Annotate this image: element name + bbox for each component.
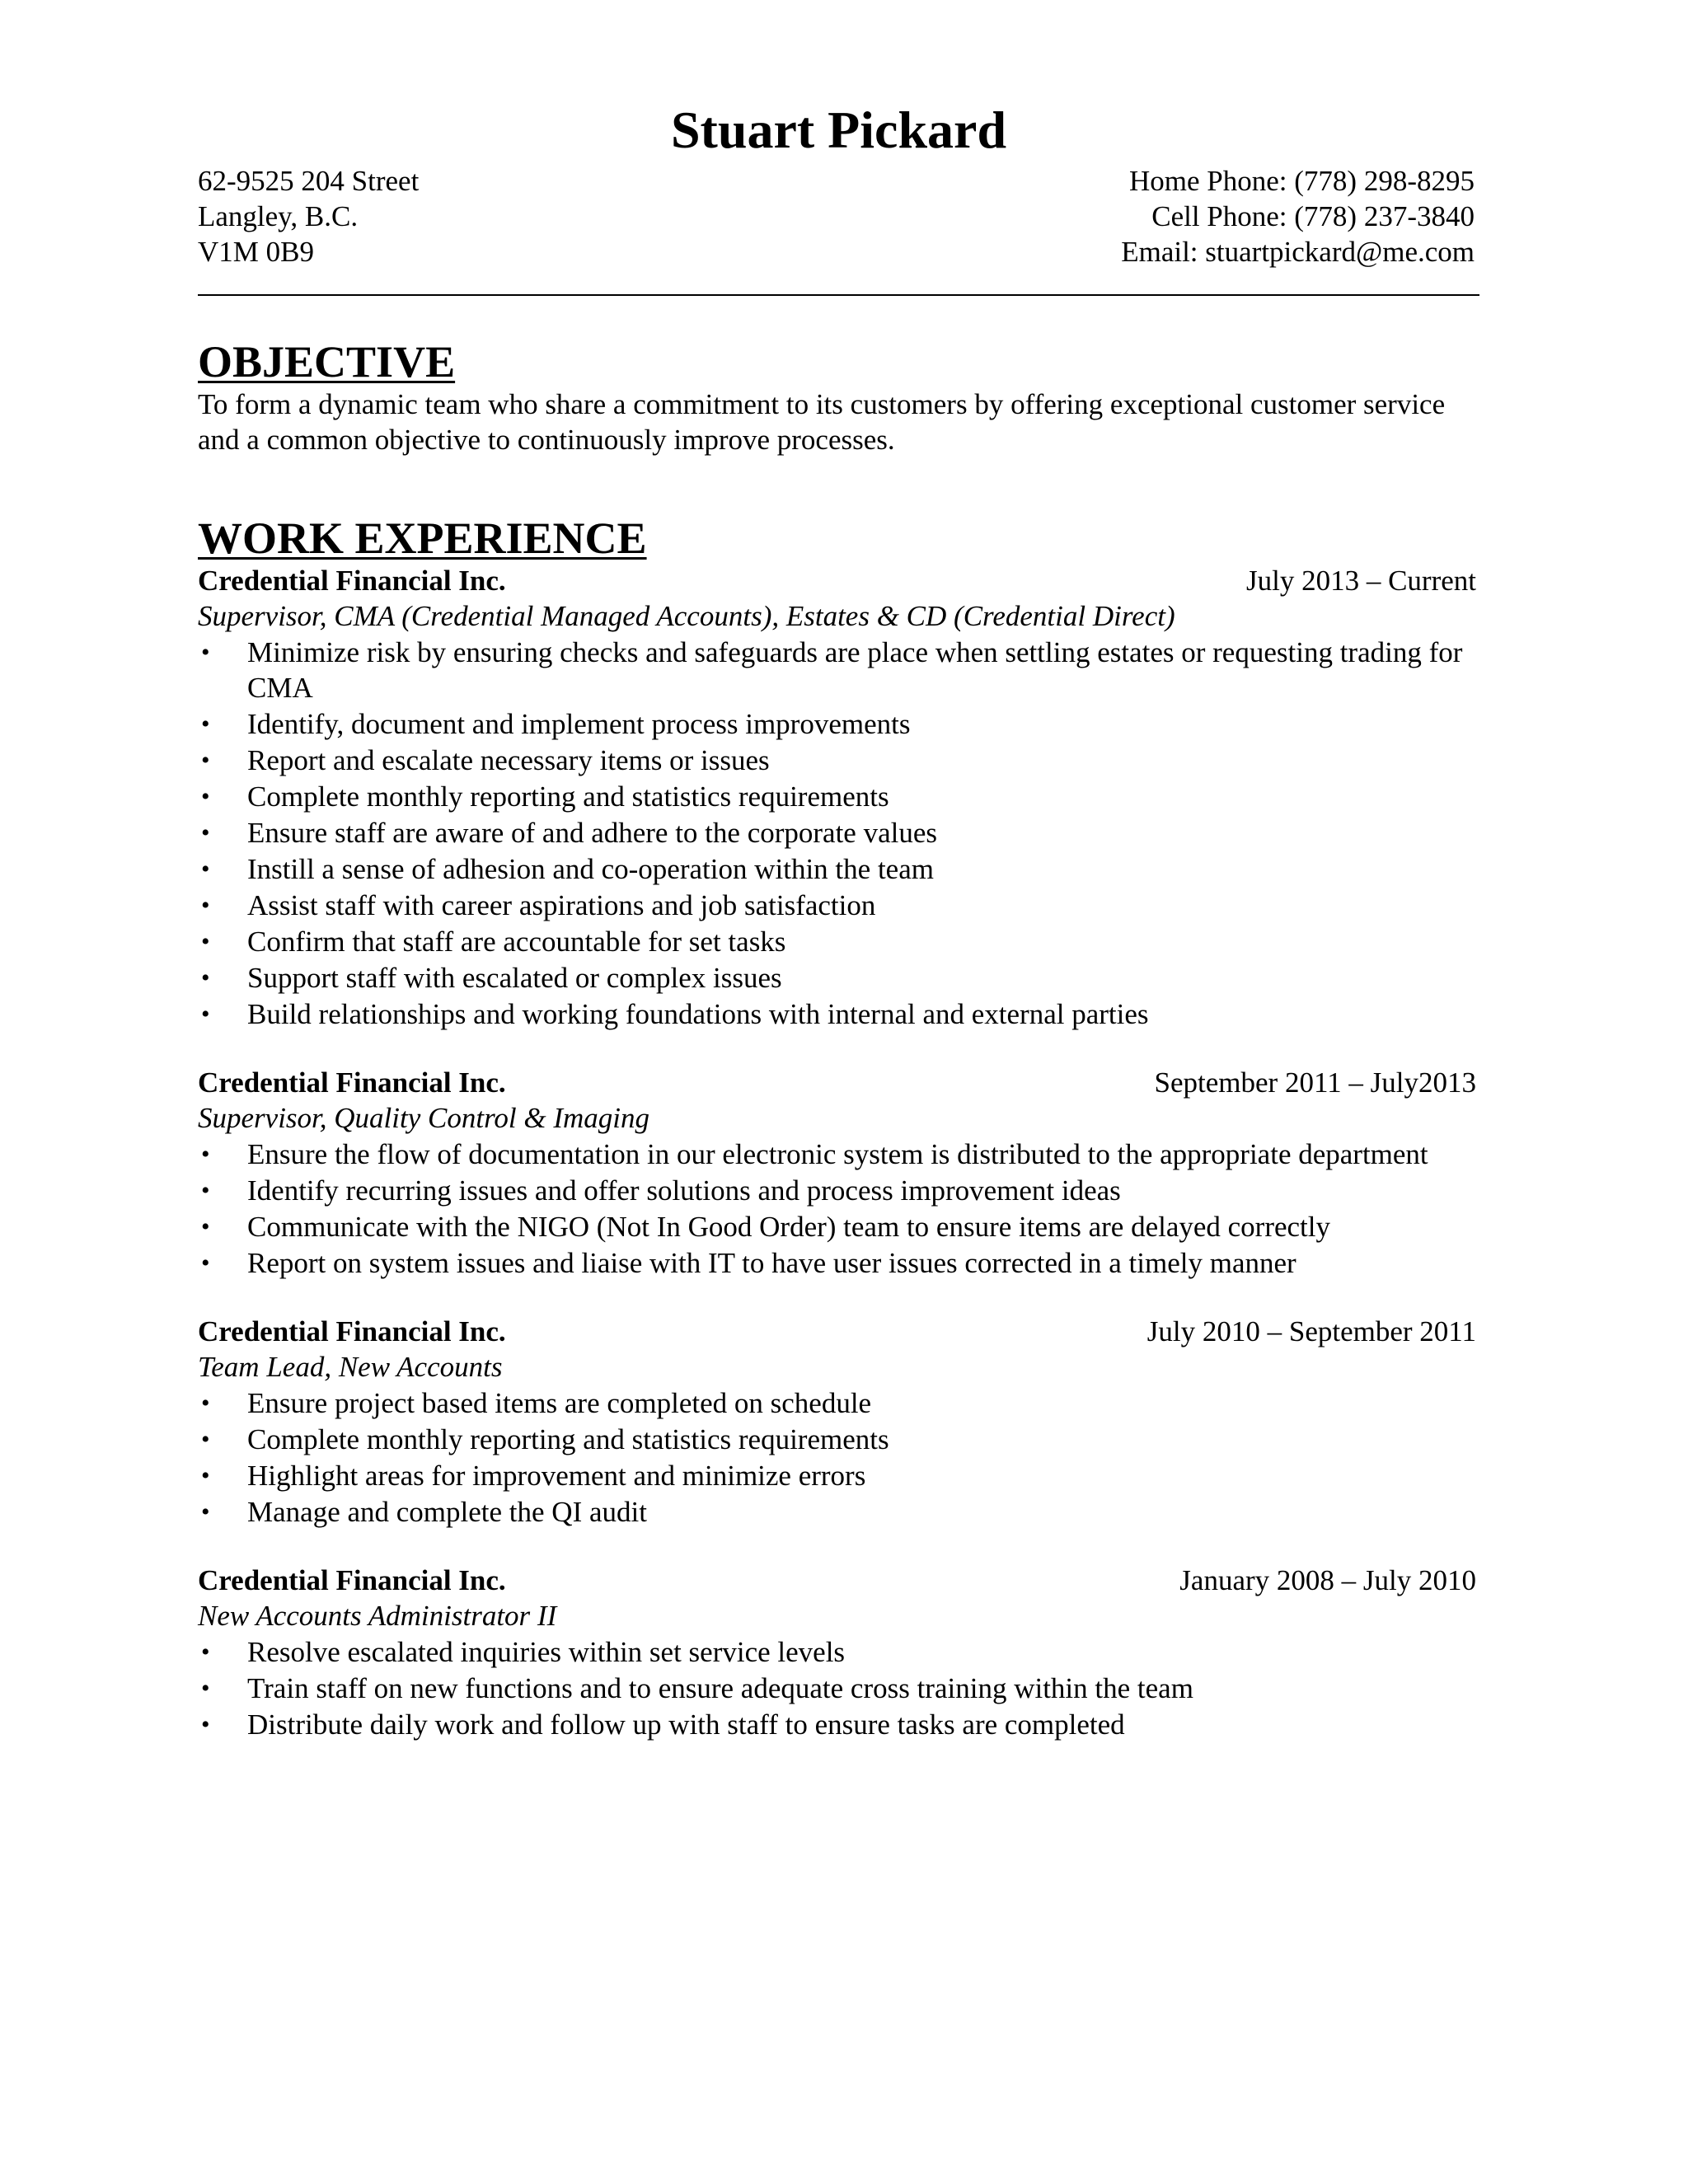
bullet-icon: •: [201, 928, 210, 955]
job-bullet: [198, 1671, 1479, 1706]
job-bullet: [198, 1458, 1479, 1493]
email-address: Email: stuartpickard@me.com: [1121, 236, 1475, 268]
job-title: Supervisor, CMA (Credential Managed Accounts), Estates & CD (Credential Direct): [198, 600, 1175, 632]
bullet-icon: •: [201, 639, 210, 666]
bullet-icon: •: [201, 892, 210, 919]
job-bullet-text: Highlight areas for improvement and minimize errors: [247, 1460, 866, 1492]
job-bullet: [198, 960, 1479, 996]
header-divider: [198, 294, 1479, 296]
job-bullet-list: [198, 1385, 1479, 1530]
bullet-icon: •: [201, 1390, 210, 1417]
job-bullet-text: Identify recurring issues and offer solutions and process improvement ideas: [247, 1174, 1121, 1207]
job-bullet-text: Identify, document and implement process improvements: [247, 708, 911, 740]
job-bullet-text: Train staff on new functions and to ensure adequate cross training within the team: [247, 1672, 1193, 1704]
bullet-icon: •: [201, 1498, 210, 1526]
bullet-icon: •: [201, 855, 210, 883]
job-bullet-text: Report on system issues and liaise with IT to have user issues corrected in a timely manner: [247, 1247, 1296, 1279]
job-entry: [198, 1563, 1479, 1742]
job-bullet-text: Distribute daily work and follow up with staff to ensure tasks are completed: [247, 1708, 1125, 1741]
job-bullet: [198, 1422, 1479, 1457]
objective-heading: OBJECTIVE: [198, 337, 456, 387]
job-company: Credential Financial Inc.: [198, 1564, 506, 1596]
bullet-icon: •: [201, 1213, 210, 1240]
bullet-icon: •: [201, 1001, 210, 1028]
job-bullet-text: Ensure project based items are completed on schedule: [247, 1387, 872, 1419]
job-dates: July 2010 – September 2011: [1146, 1315, 1476, 1347]
bullet-icon: •: [201, 1638, 210, 1666]
bullet-icon: •: [201, 1711, 210, 1738]
job-company: Credential Financial Inc.: [198, 565, 506, 597]
job-bullet: [198, 743, 1479, 778]
address-line-city: Langley, B.C.: [198, 200, 359, 232]
job-bullet-text: Build relationships and working foundations with internal and external parties: [247, 998, 1149, 1030]
bullet-icon: •: [201, 783, 210, 810]
job-bullet: [198, 1245, 1479, 1281]
address-line-street: 62-9525 204 Street: [198, 165, 420, 197]
candidate-name: Stuart Pickard: [670, 101, 1007, 159]
bullet-icon: •: [201, 819, 210, 846]
job-bullet: [198, 779, 1479, 814]
bullet-icon: •: [201, 1675, 210, 1702]
job-bullet: [198, 1494, 1479, 1530]
job-bullet-text: Confirm that staff are accountable for set tasks: [247, 926, 786, 958]
job-bullet: [198, 1707, 1479, 1742]
job-bullet-text: Complete monthly reporting and statistics requirements: [247, 1423, 889, 1455]
job-bullet: [198, 706, 1479, 742]
job-dates: January 2008 – July 2010: [1179, 1564, 1476, 1596]
bullet-icon: •: [201, 964, 210, 991]
address-line-postal: V1M 0B9: [198, 236, 314, 268]
contact-block: [198, 163, 1479, 269]
job-bullet-text: Communicate with the NIGO (Not In Good Order) team to ensure items are delayed correctly: [247, 1211, 1331, 1243]
job-bullet: [198, 1209, 1479, 1244]
job-bullet-list: [198, 1137, 1479, 1281]
job-company: Credential Financial Inc.: [198, 1066, 506, 1099]
bullet-icon: •: [201, 1249, 210, 1277]
job-title: New Accounts Administrator II: [198, 1600, 557, 1632]
job-entry: [198, 1065, 1479, 1281]
bullet-icon: •: [201, 747, 210, 774]
job-bullet: [198, 888, 1479, 923]
job-bullet: [198, 1385, 1479, 1421]
job-bullet-text: Minimize risk by ensuring checks and safeguards are place when settling estates or requesting trading for CMA: [247, 636, 1463, 704]
job-bullet-text: Instill a sense of adhesion and co-operation within the team: [247, 853, 934, 885]
job-bullet-text: Report and escalate necessary items or issues: [247, 744, 770, 776]
work-experience-list: [198, 563, 1479, 1742]
job-entry: [198, 563, 1479, 1032]
job-header: [198, 563, 1479, 598]
job-bullet: [198, 996, 1479, 1032]
bullet-icon: •: [201, 1177, 210, 1204]
job-bullet-text: Manage and complete the QI audit: [247, 1496, 647, 1528]
phone-email-block: [1121, 163, 1479, 269]
job-header: [198, 1065, 1479, 1100]
cell-phone: Cell Phone: (778) 237-3840: [1151, 200, 1475, 232]
bullet-icon: •: [201, 710, 210, 738]
job-bullet: [198, 924, 1479, 959]
job-bullet: [198, 851, 1479, 887]
job-company: Credential Financial Inc.: [198, 1315, 506, 1347]
job-bullet: [198, 1137, 1479, 1172]
job-bullet-text: Complete monthly reporting and statistics requirements: [247, 780, 889, 813]
job-bullet: [198, 815, 1479, 851]
job-bullet: [198, 635, 1479, 705]
job-bullet-text: Ensure staff are aware of and adhere to the corporate values: [247, 817, 937, 849]
job-entry: [198, 1314, 1479, 1530]
job-dates: September 2011 – July2013: [1154, 1066, 1476, 1099]
job-bullet: [198, 1634, 1479, 1670]
job-bullet-list: [198, 635, 1479, 1032]
bullet-icon: •: [201, 1462, 210, 1489]
bullet-icon: •: [201, 1426, 210, 1453]
job-title: Team Lead, New Accounts: [198, 1351, 503, 1383]
work-experience-heading: WORK EXPERIENCE: [198, 513, 647, 563]
objective-text: To form a dynamic team who share a commitment to its customers by offering exceptional customer service and a common objective to continuously improve processes.: [198, 388, 1446, 456]
bullet-icon: •: [201, 1141, 210, 1168]
job-header: [198, 1314, 1479, 1349]
job-bullet-text: Ensure the flow of documentation in our electronic system is distributed to the appropriate department: [247, 1138, 1428, 1170]
resume-content: [198, 97, 1479, 1743]
job-dates: July 2013 – Current: [1245, 565, 1476, 597]
job-bullet-list: [198, 1634, 1479, 1742]
job-title: Supervisor, Quality Control & Imaging: [198, 1102, 650, 1134]
address-block: [198, 163, 419, 269]
job-bullet-text: Resolve escalated inquiries within set service levels: [247, 1636, 846, 1668]
job-header: [198, 1563, 1479, 1598]
home-phone: Home Phone: (778) 298-8295: [1129, 165, 1475, 197]
job-bullet-text: Assist staff with career aspirations and job satisfaction: [247, 889, 876, 921]
job-bullet: [198, 1173, 1479, 1208]
job-bullet-text: Support staff with escalated or complex issues: [247, 962, 782, 994]
